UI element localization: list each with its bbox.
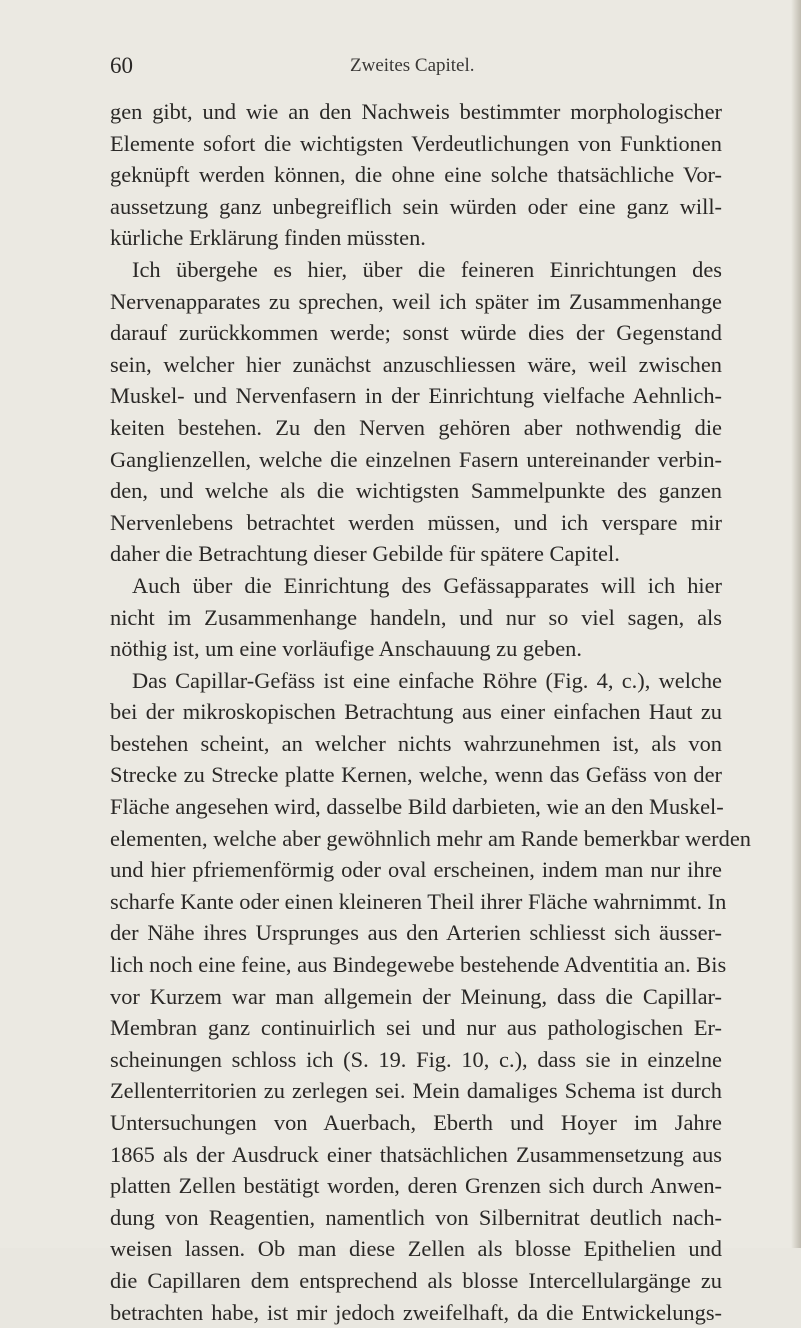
text-line: Nervenlebens betrachtet werden müssen, und ich verspare mir — [110, 509, 722, 535]
text-line: lich noch eine feine, aus Bindegewebe bestehende Adventitia an. Bis — [110, 952, 727, 978]
text-line: 1865 als der Ausdruck einer thatsächlichen Zusammensetzung aus — [110, 1141, 722, 1167]
running-head: Zweites Capitel. — [350, 55, 475, 76]
text-line: gen gibt, und wie an den Nachweis bestimmter morphologischer — [110, 99, 722, 124]
text-line: kürliche Erklärung finden müssten. — [110, 225, 426, 251]
text-line: betrachten habe, ist mir jedoch zweifelhaft, da die Entwickelungs- — [110, 1299, 722, 1325]
text-line: die Capillaren dem entsprechend als blosse Intercellulargänge zu — [110, 1267, 722, 1293]
text-line: und hier pfriemenförmig oder oval erscheinen, indem man nur ihre — [110, 857, 722, 883]
text-line: weisen lassen. Ob man diese Zellen als blosse Epithelien und — [110, 1236, 722, 1262]
text-line: der Nähe ihres Ursprunges aus den Arterien schliesst sich äusser- — [110, 920, 722, 946]
text-line: Muskel- und Nervenfasern in der Einrichtung vielfache Aehnlich- — [110, 383, 722, 409]
text-line: geknüpft werden können, die ohne eine solche thatsächliche Vor- — [110, 162, 722, 188]
text-line: dung von Reagentien, namentlich von Silbernitrat deutlich nach- — [110, 1204, 722, 1230]
text-line: daher die Betrachtung dieser Gebilde für spätere Capitel. — [110, 541, 620, 567]
text-line: Strecke zu Strecke platte Kernen, welche, wenn das Gefäss von der — [110, 762, 722, 788]
page-number: 60 — [110, 53, 133, 78]
text-line: Nervenapparates zu sprechen, weil ich später im Zusammenhange — [110, 288, 722, 314]
text-line: platten Zellen bestätigt worden, deren Grenzen sich durch Anwen- — [110, 1173, 722, 1199]
text-line: aussetzung ganz unbegreiflich sein würden oder eine ganz will- — [110, 193, 722, 219]
text-line: Ich übergehe es hier, über die feineren Einrichtungen des — [132, 256, 722, 282]
text-line: scheinungen schloss ich (S. 19. Fig. 10, c.), dass sie in einzelne — [110, 1046, 722, 1072]
text-line: Untersuchungen von Auerbach, Eberth und Hoyer im Jahre — [110, 1110, 722, 1135]
text-line: nicht im Zusammenhange handeln, und nur so viel sagen, als — [110, 604, 722, 630]
text-line: keiten bestehen. Zu den Nerven gehören aber nothwendig die — [110, 414, 722, 440]
page-header — [110, 50, 722, 82]
text-line: Zellenterritorien zu zerlegen sei. Mein damaliges Schema ist durch — [110, 1078, 722, 1104]
text-line: bestehen scheint, an welcher nichts wahrzunehmen ist, als von — [110, 730, 722, 756]
text-line: sein, welcher hier zunächst anzuschliessen wäre, weil zwischen — [110, 351, 722, 377]
text-line: scharfe Kante oder einen kleineren Theil ihrer Fläche wahrnimmt. In — [110, 888, 727, 914]
text-line: elementen, welche aber gewöhnlich mehr am Rande bemerkbar werden — [110, 825, 751, 851]
text-line: bei der mikroskopischen Betrachtung aus einer einfachen Haut zu — [110, 699, 722, 725]
text-line: Membran ganz continuirlich sei und nur aus pathologischen Er- — [110, 1015, 722, 1041]
text-line: Elemente sofort die wichtigsten Verdeutlichungen von Funktionen — [110, 130, 722, 156]
page-edge-shadow — [791, 0, 801, 1248]
text-line: den, und welche als die wichtigsten Sammelpunkte des ganzen — [110, 478, 722, 504]
text-line: nöthig ist, um eine vorläufige Anschauung zu geben. — [110, 636, 582, 662]
text-line: Das Capillar-Gefäss ist eine einfache Röhre (Fig. 4, c.), welche — [132, 667, 722, 693]
text-line: Auch über die Einrichtung des Gefässapparates will ich hier — [132, 572, 722, 598]
text-line: Ganglienzellen, welche die einzelnen Fasern untereinander verbin- — [110, 446, 722, 472]
text-line: darauf zurückkommen werde; sonst würde dies der Gegenstand — [110, 320, 722, 346]
text-line: vor Kurzem war man allgemein der Meinung, dass die Capillar- — [110, 983, 722, 1009]
body-text — [110, 96, 751, 1328]
text-line: Fläche angesehen wird, dasselbe Bild darbieten, wie an den Muskel- — [110, 794, 724, 820]
